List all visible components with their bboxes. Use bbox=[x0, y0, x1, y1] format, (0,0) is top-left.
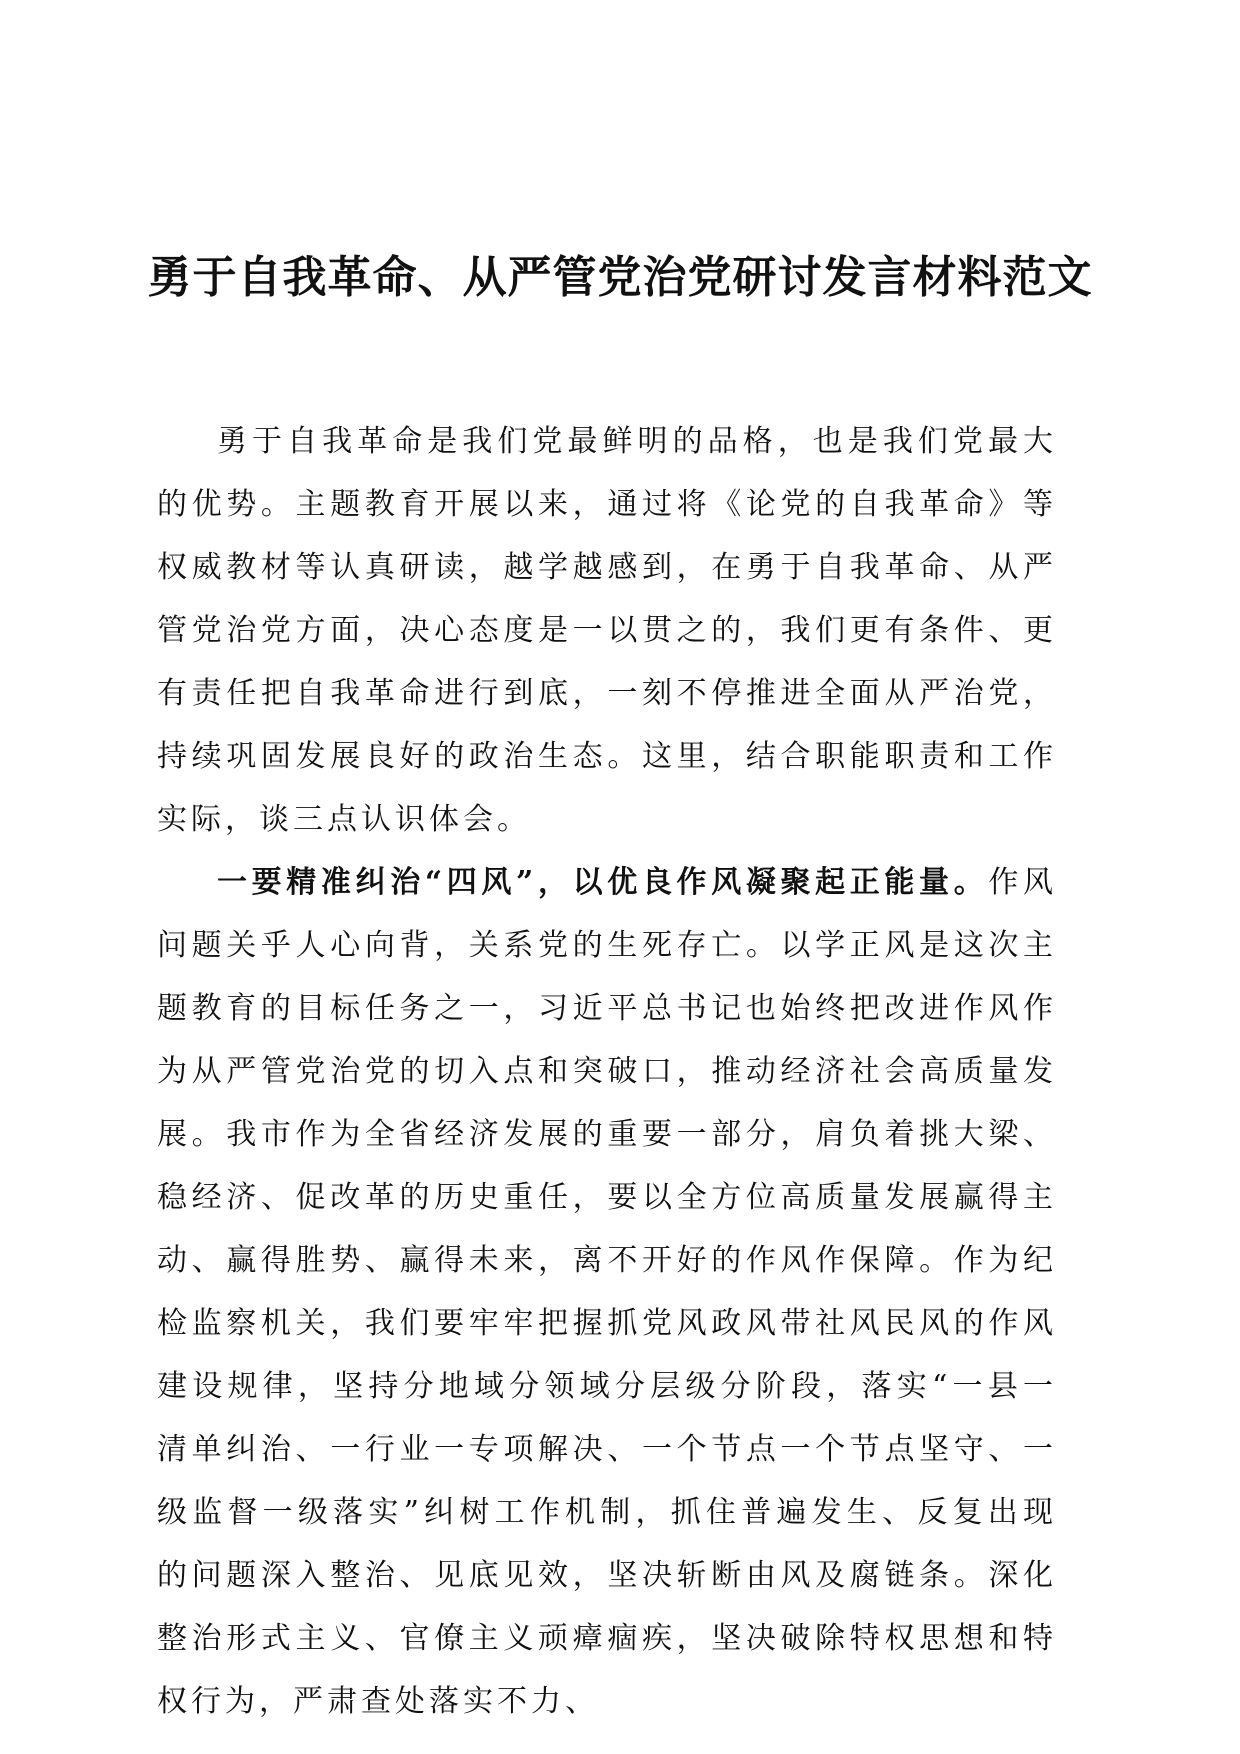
paragraph-intro-text: 勇于自我革命是我们党最鲜明的品格，也是我们党最大的优势。主题教育开展以来，通过将《论党的自我革命》等权威教材等认真研读，越学越感到，在勇于自我革命、从严管党治党方面，决心态度是一以贯之的，我们更有条件、更有责任把自我革命进行到底，一刻不停推进全面从严治党，持续巩固发展良好的政治生态。这里，结合职能职责和工作实际，谈三点认识体会。 bbox=[157, 424, 1057, 837]
paragraph-point-one-heading: 一要精准纠治“四风”，以优良作风凝聚起正能量。 bbox=[217, 865, 989, 900]
paragraph-point-one-text: 作风问题关乎人心向背，关系党的生死存亡。以学正风是这次主题教育的目标任务之一，习近平总书记也始终把改进作风作为从严管党治党的切入点和突破口，推动经济社会高质量发展。我市作为全省经济发展的重要一部分，肩负着挑大梁、稳经济、促改革的历史重任，要以全方位高质量发展赢得主动、赢得胜势、赢得未来，离不开好的作风作保障。作为纪检监察机关，我们要牢牢把握抓党风政风带社风民风的作风建设规律，坚持分地域分领域分层级分阶段，落实“一县一清单纠治、一行业一专项解决、一个节点一个节点坚守、一级监督一级落实”纠树工作机制，抓住普遍发生、反复出现的问题深入整治、见底见效，坚决斩断由风及腐链条。深化整治形式主义、官僚主义顽瘴痼疾，坚决破除特权思想和特权行为，严肃查处落实不力、 bbox=[157, 865, 1058, 1719]
document-body bbox=[157, 410, 1057, 1733]
document-title: 勇于自我革命、从严管党治党研讨发言材料范文 bbox=[147, 252, 1093, 303]
paragraph-intro bbox=[157, 410, 1057, 851]
paragraph-point-one bbox=[157, 851, 1057, 1733]
